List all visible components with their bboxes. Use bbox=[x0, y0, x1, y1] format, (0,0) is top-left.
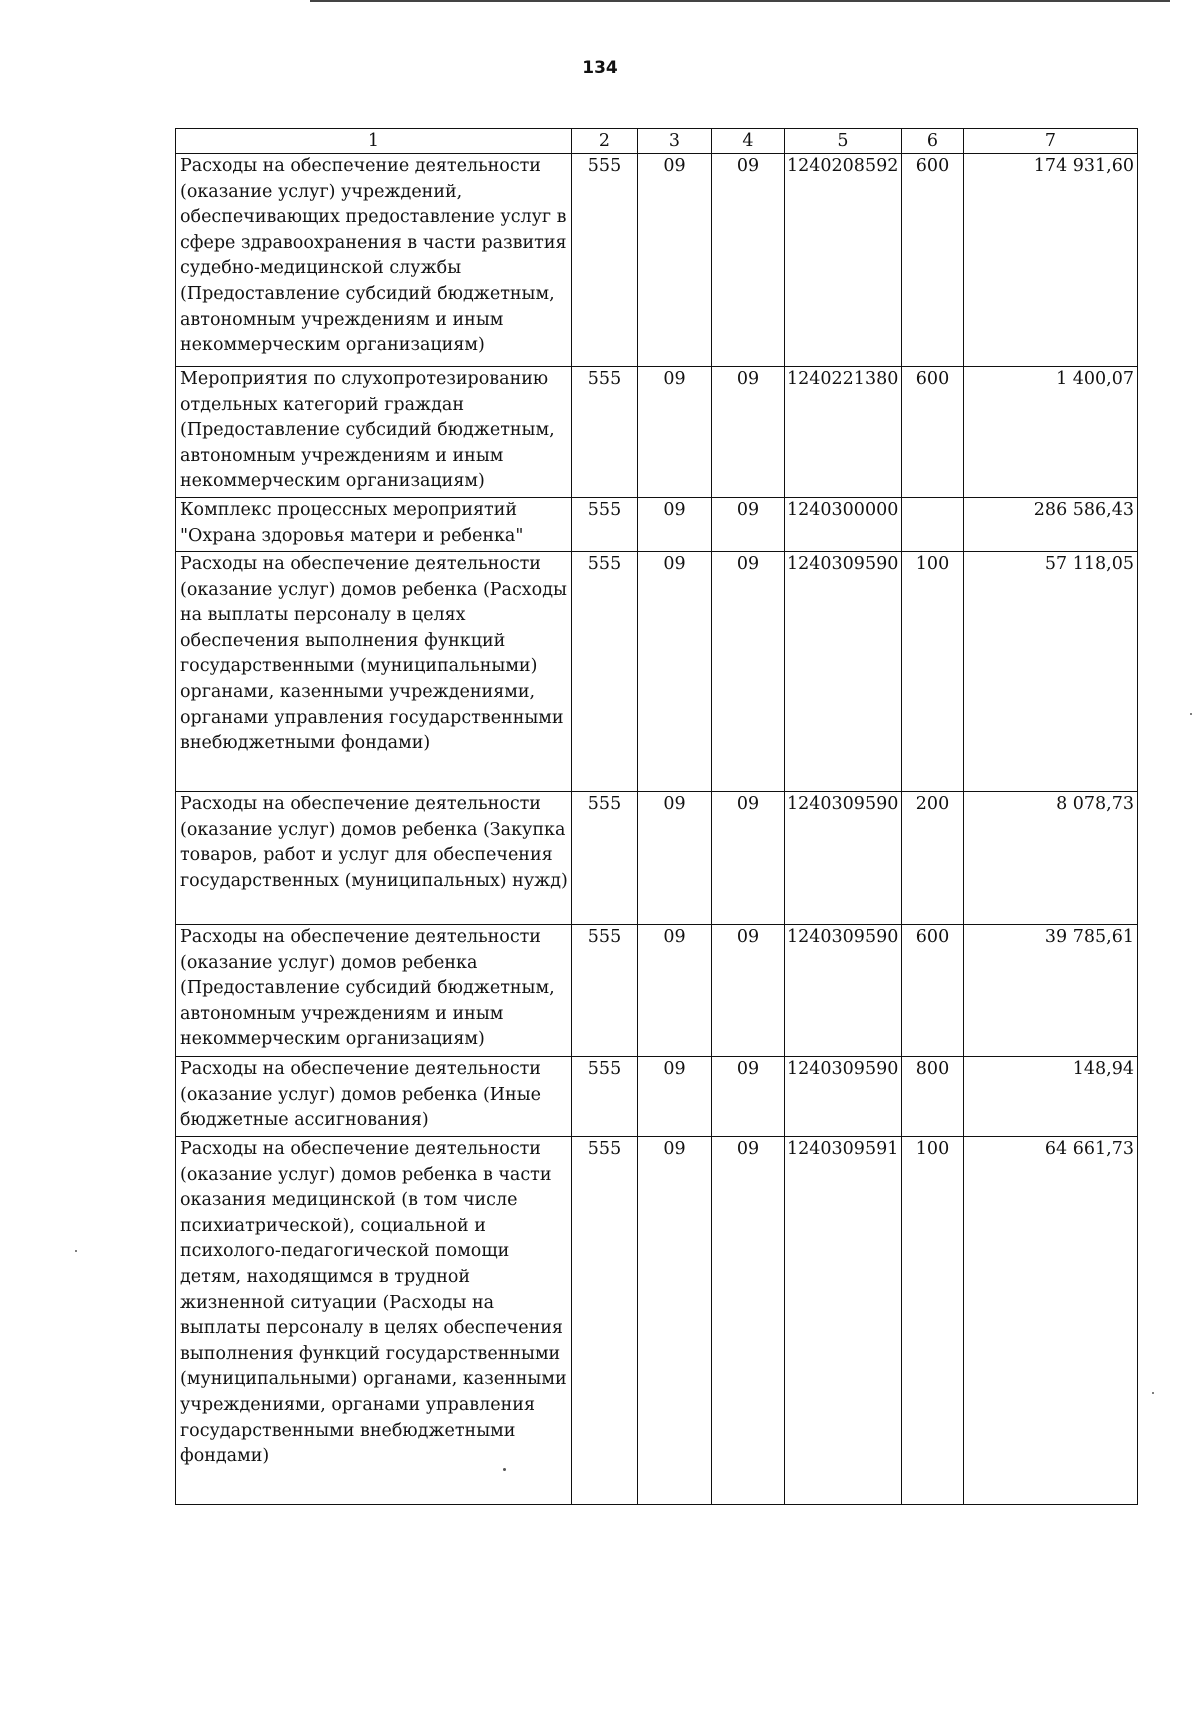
table-row bbox=[176, 792, 1138, 925]
table-row bbox=[176, 552, 1138, 792]
ministry-cell: 555 bbox=[572, 925, 638, 1057]
scan-speck bbox=[75, 1250, 77, 1252]
expense-type-cell: 100 bbox=[902, 1137, 964, 1505]
ministry-cell: 555 bbox=[572, 154, 638, 367]
target-article-cell: 1240309590 bbox=[785, 1057, 902, 1137]
scan-speck bbox=[503, 1468, 506, 1471]
ministry-cell: 555 bbox=[572, 792, 638, 925]
column-header: 7 bbox=[964, 129, 1138, 154]
section-cell: 09 bbox=[638, 1137, 712, 1505]
description-cell: Расходы на обеспечение деятельности (оказание услуг) домов ребенка в части оказания медицинской (в том числе психиатрической), социальной и психолого-педагогической помощи детям, находящимся в трудной жизненной ситуации (Расходы на выплаты персоналу в целях обеспечения выполнения функций государственными (муниципальными) органами, казенными учреждениями, органами управления государственными внебюджетными фондами) bbox=[176, 1137, 572, 1505]
target-article-cell: 1240221380 bbox=[785, 367, 902, 498]
subsection-cell: 09 bbox=[712, 1057, 785, 1137]
section-cell: 09 bbox=[638, 552, 712, 792]
amount-cell: 286 586,43 bbox=[964, 498, 1138, 552]
subsection-cell: 09 bbox=[712, 792, 785, 925]
column-header: 3 bbox=[638, 129, 712, 154]
table-row bbox=[176, 367, 1138, 498]
expense-type-cell: 200 bbox=[902, 792, 964, 925]
amount-cell: 1 400,07 bbox=[964, 367, 1138, 498]
table-row bbox=[176, 154, 1138, 367]
subsection-cell: 09 bbox=[712, 1137, 785, 1505]
ministry-cell: 555 bbox=[572, 367, 638, 498]
table-row bbox=[176, 925, 1138, 1057]
section-cell: 09 bbox=[638, 1057, 712, 1137]
expense-type-cell: 600 bbox=[902, 925, 964, 1057]
expense-type-cell: 600 bbox=[902, 154, 964, 367]
column-header: 4 bbox=[712, 129, 785, 154]
scan-speck bbox=[1190, 713, 1192, 715]
expense-type-cell: 100 bbox=[902, 552, 964, 792]
subsection-cell: 09 bbox=[712, 925, 785, 1057]
column-header: 2 bbox=[572, 129, 638, 154]
description-cell: Мероприятия по слухопротезированию отдельных категорий граждан (Предоставление субсидий бюджетным, автономным учреждениям и иным некоммерческим организациям) bbox=[176, 367, 572, 498]
subsection-cell: 09 bbox=[712, 498, 785, 552]
header-row bbox=[176, 129, 1138, 154]
expense-type-cell bbox=[902, 498, 964, 552]
description-cell: Расходы на обеспечение деятельности (оказание услуг) домов ребенка (Иные бюджетные ассигнования) bbox=[176, 1057, 572, 1137]
target-article-cell: 1240300000 bbox=[785, 498, 902, 552]
column-header: 5 bbox=[785, 129, 902, 154]
amount-cell: 174 931,60 bbox=[964, 154, 1138, 367]
section-cell: 09 bbox=[638, 925, 712, 1057]
ministry-cell: 555 bbox=[572, 498, 638, 552]
ministry-cell: 555 bbox=[572, 1057, 638, 1137]
ministry-cell: 555 bbox=[572, 552, 638, 792]
description-cell: Расходы на обеспечение деятельности (оказание услуг) домов ребенка (Закупка товаров, работ и услуг для обеспечения государственных (муниципальных) нужд) bbox=[176, 792, 572, 925]
subsection-cell: 09 bbox=[712, 552, 785, 792]
target-article-cell: 1240309590 bbox=[785, 552, 902, 792]
amount-cell: 64 661,73 bbox=[964, 1137, 1138, 1505]
amount-cell: 8 078,73 bbox=[964, 792, 1138, 925]
amount-cell: 148,94 bbox=[964, 1057, 1138, 1137]
page-number: 134 bbox=[582, 58, 618, 78]
subsection-cell: 09 bbox=[712, 367, 785, 498]
scan-speck bbox=[1152, 1392, 1154, 1394]
description-cell: Расходы на обеспечение деятельности (оказание услуг) домов ребенка (Предоставление субсидий бюджетным, автономным учреждениям и иным некоммерческим организациям) bbox=[176, 925, 572, 1057]
target-article-cell: 1240309591 bbox=[785, 1137, 902, 1505]
section-cell: 09 bbox=[638, 367, 712, 498]
description-cell: Комплекс процессных мероприятий "Охрана здоровья матери и ребенка" bbox=[176, 498, 572, 552]
table-row bbox=[176, 498, 1138, 552]
table-row bbox=[176, 1137, 1138, 1505]
description-cell: Расходы на обеспечение деятельности (оказание услуг) домов ребенка (Расходы на выплаты персоналу в целях обеспечения выполнения функций государственными (муниципальными) органами, казенными учреждениями, органами управления государственными внебюджетными фондами) bbox=[176, 552, 572, 792]
top-scan-edge bbox=[310, 0, 1170, 2]
budget-table bbox=[175, 128, 1138, 1505]
expense-type-cell: 600 bbox=[902, 367, 964, 498]
column-header: 1 bbox=[176, 129, 572, 154]
target-article-cell: 1240309590 bbox=[785, 925, 902, 1057]
subsection-cell: 09 bbox=[712, 154, 785, 367]
expense-type-cell: 800 bbox=[902, 1057, 964, 1137]
section-cell: 09 bbox=[638, 498, 712, 552]
section-cell: 09 bbox=[638, 792, 712, 925]
section-cell: 09 bbox=[638, 154, 712, 367]
column-header: 6 bbox=[902, 129, 964, 154]
target-article-cell: 1240208592 bbox=[785, 154, 902, 367]
amount-cell: 57 118,05 bbox=[964, 552, 1138, 792]
ministry-cell: 555 bbox=[572, 1137, 638, 1505]
target-article-cell: 1240309590 bbox=[785, 792, 902, 925]
description-cell: Расходы на обеспечение деятельности (оказание услуг) учреждений, обеспечивающих предоставление услуг в сфере здравоохранения в части развития судебно-медицинской службы (Предоставление субсидий бюджетным, автономным учреждениям и иным некоммерческим организациям) bbox=[176, 154, 572, 367]
table-row bbox=[176, 1057, 1138, 1137]
amount-cell: 39 785,61 bbox=[964, 925, 1138, 1057]
